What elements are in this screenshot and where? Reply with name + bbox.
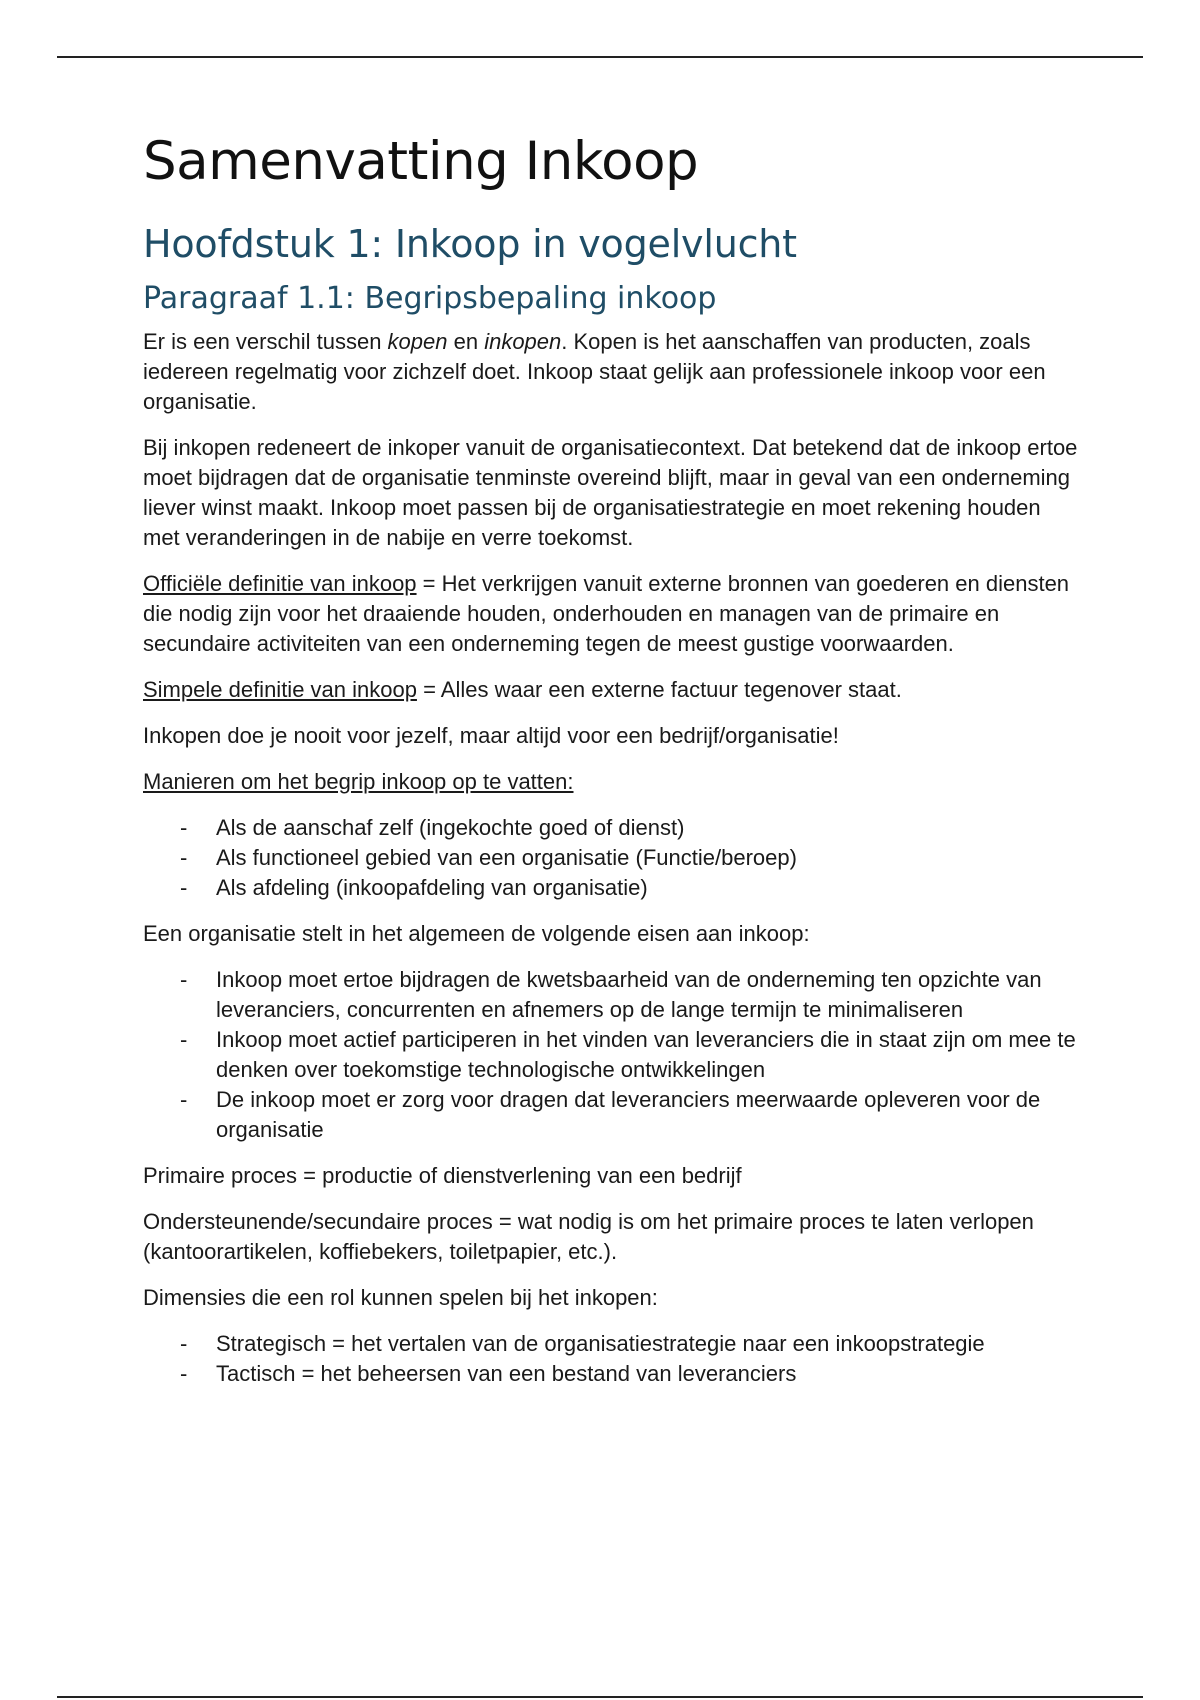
list-item: - De inkoop moet er zorg voor dragen dat leveranciers meerwaarde opleveren voor de organisatie bbox=[143, 1085, 1083, 1145]
italic-term-inkopen: inkopen bbox=[484, 329, 562, 355]
document-title: Samenvatting Inkoop bbox=[143, 131, 699, 192]
text-run: . Kopen is het aanschaffen van producten, zoals iedereen regelmatig voor zichzelf doet. Inkoop staat gelijk aan professionele inkoop voor een organisatie. bbox=[143, 329, 1046, 415]
section-heading: Paragraaf 1.1: Begripsbepaling inkoop bbox=[143, 281, 717, 317]
paragraph-never-for-yourself: Inkopen doe je nooit voor jezelf, maar altijd voor een bedrijf/organisatie! bbox=[143, 723, 839, 749]
paragraph-secondary-process: Ondersteunende/secundaire proces = wat nodig is om het primaire proces te laten verlopen (kantoorartikelen, koffiebekers, toiletpapier, etc.). bbox=[143, 1209, 1034, 1265]
list-item: - Inkoop moet ertoe bijdragen de kwetsbaarheid van de onderneming ten opzichte van leveranciers, concurrenten en afnemers op de lange termijn te minimaliseren bbox=[143, 965, 1083, 1025]
text-run: en bbox=[447, 329, 485, 355]
list-item: - Als functioneel gebied van een organisatie (Functie/beroep) bbox=[143, 843, 1083, 873]
document-body bbox=[143, 130, 1083, 1405]
ways-heading bbox=[143, 767, 1083, 797]
ways-list bbox=[143, 813, 1083, 903]
paragraph-primary-process: Primaire proces = productie of dienstverlening van een bedrijf bbox=[143, 1163, 742, 1189]
official-definition-term: Officiële definitie van inkoop bbox=[143, 571, 417, 597]
list-item: - Strategisch = het vertalen van de organisatiestrategie naar een inkoopstrategie bbox=[143, 1329, 1083, 1359]
paragraph-simple-definition bbox=[143, 675, 1083, 705]
requirements-intro: Een organisatie stelt in het algemeen de volgende eisen aan inkoop: bbox=[143, 921, 810, 947]
ways-heading-text: Manieren om het begrip inkoop op te vatten: bbox=[143, 769, 574, 795]
simple-definition-text: = Alles waar een externe factuur tegenover staat. bbox=[416, 677, 902, 703]
dimensions-intro: Dimensies die een rol kunnen spelen bij het inkopen: bbox=[143, 1285, 658, 1311]
dimensions-list bbox=[143, 1329, 1083, 1389]
paragraph-kopen-inkopen bbox=[143, 327, 1083, 417]
list-item: - Als de aanschaf zelf (ingekochte goed of dienst) bbox=[143, 813, 1083, 843]
official-definition-text: = Het verkrijgen vanuit externe bronnen van goederen en diensten die nodig zijn voor het draaiende houden, onderhouden en managen van de primaire en secundaire activiteiten van een onderneming tegen de meest gustige voorwaarden. bbox=[143, 571, 1070, 657]
text-run: Er is een verschil tussen bbox=[143, 329, 388, 355]
chapter-heading: Hoofdstuk 1: Inkoop in vogelvlucht bbox=[143, 221, 797, 266]
paragraph-official-definition bbox=[143, 569, 1083, 659]
italic-term-kopen: kopen bbox=[387, 329, 448, 355]
simple-definition-term: Simpele definitie van inkoop bbox=[143, 677, 417, 703]
list-item: - Inkoop moet actief participeren in het vinden van leveranciers die in staat zijn om mee te denken over toekomstige technologische ontwikkelingen bbox=[143, 1025, 1083, 1085]
footer-rule bbox=[57, 1696, 1143, 1698]
paragraph-organisatiecontext: Bij inkopen redeneert de inkoper vanuit de organisatiecontext. Dat betekend dat de inkoop ertoe moet bijdragen dat de organisatie tenminste overeind blijft, maar in geval van een onderneming liever winst maakt. Inkoop moet passen bij de organisatiestrategie en moet rekening houden met veranderingen in de nabije en verre toekomst. bbox=[143, 435, 1078, 551]
requirements-list bbox=[143, 965, 1083, 1145]
header-rule bbox=[57, 56, 1143, 58]
list-item: - Tactisch = het beheersen van een bestand van leveranciers bbox=[143, 1359, 1083, 1389]
list-item: - Als afdeling (inkoopafdeling van organisatie) bbox=[143, 873, 1083, 903]
